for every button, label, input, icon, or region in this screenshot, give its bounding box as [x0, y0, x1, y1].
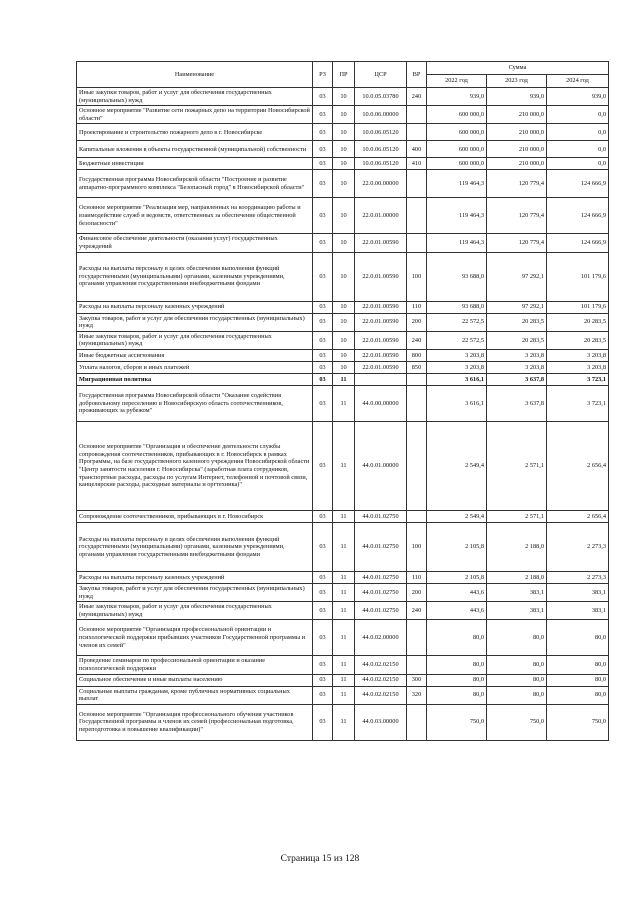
row-pr: 10 [333, 331, 355, 349]
row-csr: 22.0.01.00590 [355, 361, 407, 373]
row-amount-2024: 101 179,6 [547, 252, 609, 301]
row-amount-2023: 3 637,8 [487, 385, 547, 421]
row-name: Финансовое обеспечение деятельности (оказания услуг) государственных учреждений [77, 234, 313, 252]
table-row [77, 686, 609, 704]
row-csr: 22.0.01.00590 [355, 252, 407, 301]
row-csr: 44.0.03.00000 [355, 704, 407, 740]
row-amount-2022: 80,0 [427, 686, 487, 704]
row-name: Государственная программа Новосибирской области "Оказание содействия добровольному переселению в Новосибирскую область соотечественников, проживающих за рубежом" [77, 385, 313, 421]
row-name: Основное мероприятие "Развитие сети пожарных депо на территории Новосибирской области" [77, 106, 313, 124]
row-pr: 11 [333, 583, 355, 601]
row-name: Социальные выплаты гражданам, кроме публичных нормативных социальных выплат [77, 686, 313, 704]
row-rz: 03 [313, 252, 333, 301]
row-amount-2022: 600 000,0 [427, 141, 487, 158]
row-amount-2022: 80,0 [427, 674, 487, 686]
row-csr: 22.0.00.00000 [355, 170, 407, 198]
row-amount-2024: 3 203,8 [547, 361, 609, 373]
row-pr: 10 [333, 234, 355, 252]
row-csr: 10.0.06.00000 [355, 106, 407, 124]
row-amount-2023: 750,0 [487, 704, 547, 740]
row-amount-2024: 2 273,3 [547, 571, 609, 583]
row-pr: 11 [333, 704, 355, 740]
row-name: Расходы на выплаты персоналу в целях обеспечения выполнения функций государственными (муниципальными) органами, казенными учреждениями, органами управления государственными внебюджетными фондами [77, 252, 313, 301]
row-amount-2023: 210 000,0 [487, 158, 547, 170]
row-csr [355, 373, 407, 385]
row-amount-2023: 210 000,0 [487, 141, 547, 158]
header-name: Наименование [77, 62, 313, 88]
row-amount-2022: 600 000,0 [427, 106, 487, 124]
table-row [77, 301, 609, 313]
row-rz: 03 [313, 686, 333, 704]
row-amount-2022: 119 464,3 [427, 234, 487, 252]
row-csr: 44.0.01.00000 [355, 421, 407, 510]
row-csr: 22.0.01.00590 [355, 234, 407, 252]
table-row [77, 313, 609, 331]
row-rz: 03 [313, 361, 333, 373]
row-name: Уплата налогов, сборов и иных платежей [77, 361, 313, 373]
row-amount-2023: 939,0 [487, 88, 547, 106]
table-row [77, 510, 609, 522]
table-row [77, 656, 609, 674]
row-amount-2024: 0,0 [547, 141, 609, 158]
row-amount-2024: 124 666,9 [547, 198, 609, 234]
row-pr: 11 [333, 421, 355, 510]
row-pr: 11 [333, 385, 355, 421]
row-pr: 10 [333, 124, 355, 141]
row-vr [407, 106, 427, 124]
row-vr: 100 [407, 252, 427, 301]
row-amount-2024: 939,0 [547, 88, 609, 106]
row-amount-2022: 3 616,1 [427, 385, 487, 421]
row-vr: 320 [407, 686, 427, 704]
page-number: Страница 15 из 128 [280, 854, 360, 864]
table-row [77, 361, 609, 373]
table-row [77, 234, 609, 252]
row-amount-2022: 443,6 [427, 602, 487, 620]
header-year-2023: 2023 год [487, 75, 547, 88]
row-vr [407, 198, 427, 234]
row-csr: 22.0.01.00590 [355, 301, 407, 313]
row-amount-2024: 20 283,5 [547, 331, 609, 349]
table-row [77, 106, 609, 124]
row-amount-2023: 2 188,0 [487, 571, 547, 583]
row-pr: 11 [333, 373, 355, 385]
row-vr: 300 [407, 674, 427, 686]
row-vr: 800 [407, 349, 427, 361]
row-vr [407, 385, 427, 421]
row-rz: 03 [313, 385, 333, 421]
row-amount-2022: 600 000,0 [427, 158, 487, 170]
header-csr: ЦСР [355, 62, 407, 88]
row-amount-2024: 3 203,8 [547, 349, 609, 361]
header-rz: РЗ [313, 62, 333, 88]
row-amount-2022: 3 616,1 [427, 373, 487, 385]
header-year-2024: 2024 год [547, 75, 609, 88]
row-amount-2024: 383,1 [547, 602, 609, 620]
row-amount-2023: 210 000,0 [487, 106, 547, 124]
row-name: Основное мероприятие "Организация и обеспечение деятельности службы сопровождения соотечественников, прибывающих в г. Новосибирск в рамках Программы, на базе государственного казенного учреждения Новосибирской области "Центр занятости населения г. Новосибирска" (заработная плата сотрудников, транспортные расходы, расходы по услугам Интернет, телефонной и почтовой связи, канцелярские расходы, расходные материалы и оргтехника)" [77, 421, 313, 510]
row-rz: 03 [313, 106, 333, 124]
row-rz: 03 [313, 198, 333, 234]
table-row [77, 373, 609, 385]
row-name: Закупка товаров, работ и услуг для обеспечения государственных (муниципальных) нужд [77, 583, 313, 601]
row-pr: 11 [333, 571, 355, 583]
row-rz: 03 [313, 234, 333, 252]
row-amount-2024: 80,0 [547, 656, 609, 674]
row-rz: 03 [313, 170, 333, 198]
row-pr: 10 [333, 349, 355, 361]
row-amount-2024: 80,0 [547, 686, 609, 704]
row-name: Государственная программа Новосибирской области "Построение и развитие аппаратно-программного комплекса "Безопасный город" в Новосибирской области" [77, 170, 313, 198]
row-amount-2023: 3 203,8 [487, 349, 547, 361]
row-amount-2024: 80,0 [547, 674, 609, 686]
table-row [77, 252, 609, 301]
table-row [77, 421, 609, 510]
row-vr [407, 656, 427, 674]
row-vr: 400 [407, 141, 427, 158]
row-amount-2022: 80,0 [427, 656, 487, 674]
row-name: Иные бюджетные ассигнования [77, 349, 313, 361]
row-amount-2023: 210 000,0 [487, 124, 547, 141]
row-name: Бюджетные инвестиции [77, 158, 313, 170]
row-vr: 240 [407, 331, 427, 349]
row-csr: 44.0.02.02150 [355, 656, 407, 674]
row-amount-2022: 80,0 [427, 620, 487, 656]
row-amount-2023: 120 779,4 [487, 234, 547, 252]
row-rz: 03 [313, 158, 333, 170]
row-rz: 03 [313, 656, 333, 674]
row-rz: 03 [313, 674, 333, 686]
row-amount-2023: 80,0 [487, 686, 547, 704]
row-amount-2023: 120 779,4 [487, 198, 547, 234]
row-name: Закупка товаров, работ и услуг для обеспечения государственных (муниципальных) нужд [77, 313, 313, 331]
row-amount-2022: 443,6 [427, 583, 487, 601]
row-amount-2023: 80,0 [487, 674, 547, 686]
row-pr: 11 [333, 686, 355, 704]
row-name: Основное мероприятие "Реализация мер, направленных на координацию работы и взаимодействие служб и ведомств, ответственных за обеспечение общественной безопасности" [77, 198, 313, 234]
row-name: Иные закупки товаров, работ и услуг для обеспечения государственных (муниципальных) нужд [77, 331, 313, 349]
row-amount-2024: 3 723,1 [547, 385, 609, 421]
row-name: Расходы на выплаты персоналу казенных учреждений [77, 571, 313, 583]
row-pr: 10 [333, 198, 355, 234]
row-amount-2022: 119 464,3 [427, 198, 487, 234]
row-pr: 11 [333, 674, 355, 686]
row-name: Проведение семинаров по профессиональной ориентации и оказание психологической поддержки [77, 656, 313, 674]
row-pr: 11 [333, 522, 355, 571]
row-amount-2023: 120 779,4 [487, 170, 547, 198]
row-pr: 11 [333, 602, 355, 620]
row-amount-2022: 2 549,4 [427, 421, 487, 510]
row-vr: 240 [407, 88, 427, 106]
row-amount-2023: 2 571,1 [487, 421, 547, 510]
table-row [77, 620, 609, 656]
row-amount-2022: 22 572,5 [427, 331, 487, 349]
row-pr: 10 [333, 106, 355, 124]
row-name: Иные закупки товаров, работ и услуг для обеспечения государственных (муниципальных) нужд [77, 602, 313, 620]
row-amount-2023: 3 203,8 [487, 361, 547, 373]
row-pr: 11 [333, 656, 355, 674]
row-pr: 10 [333, 361, 355, 373]
table-row [77, 522, 609, 571]
table-row [77, 331, 609, 349]
row-amount-2024: 2 656,4 [547, 510, 609, 522]
row-csr: 10.0.05.03780 [355, 88, 407, 106]
row-vr: 200 [407, 313, 427, 331]
row-csr: 44.0.00.00000 [355, 385, 407, 421]
row-amount-2023: 97 292,1 [487, 252, 547, 301]
row-amount-2022: 2 105,8 [427, 571, 487, 583]
table-header [77, 62, 609, 88]
table-row [77, 88, 609, 106]
row-vr [407, 170, 427, 198]
row-vr: 110 [407, 301, 427, 313]
row-rz: 03 [313, 349, 333, 361]
row-vr [407, 421, 427, 510]
row-amount-2022: 2 549,4 [427, 510, 487, 522]
table-row [77, 349, 609, 361]
row-csr: 22.0.01.00590 [355, 349, 407, 361]
row-vr: 410 [407, 158, 427, 170]
row-name: Иные закупки товаров, работ и услуг для обеспечения государственных (муниципальных) нужд [77, 88, 313, 106]
row-vr [407, 510, 427, 522]
row-amount-2022: 939,0 [427, 88, 487, 106]
row-amount-2022: 750,0 [427, 704, 487, 740]
row-amount-2024: 0,0 [547, 158, 609, 170]
row-rz: 03 [313, 141, 333, 158]
table-body [77, 88, 609, 741]
header-sum: Сумма [427, 62, 609, 75]
row-rz: 03 [313, 331, 333, 349]
row-pr: 10 [333, 252, 355, 301]
table-row [77, 602, 609, 620]
row-amount-2023: 80,0 [487, 620, 547, 656]
row-rz: 03 [313, 510, 333, 522]
row-pr: 10 [333, 313, 355, 331]
table-row [77, 704, 609, 740]
header-pr: ПР [333, 62, 355, 88]
table-row [77, 198, 609, 234]
row-rz: 03 [313, 602, 333, 620]
row-rz: 03 [313, 421, 333, 510]
row-pr: 10 [333, 141, 355, 158]
row-csr: 44.0.01.02750 [355, 571, 407, 583]
row-csr: 10.0.06.05120 [355, 124, 407, 141]
row-rz: 03 [313, 313, 333, 331]
row-amount-2023: 383,1 [487, 583, 547, 601]
row-csr: 22.0.01.00590 [355, 331, 407, 349]
row-name: Социальное обеспечение и иные выплаты населению [77, 674, 313, 686]
row-vr [407, 373, 427, 385]
row-pr: 11 [333, 620, 355, 656]
row-vr: 200 [407, 583, 427, 601]
row-vr: 110 [407, 571, 427, 583]
row-pr: 10 [333, 301, 355, 313]
row-amount-2022: 600 000,0 [427, 124, 487, 141]
row-csr: 44.0.01.02750 [355, 602, 407, 620]
row-name: Проектирование и строительство пожарного депо в г. Новосибирске [77, 124, 313, 141]
row-vr: 240 [407, 602, 427, 620]
row-amount-2024: 0,0 [547, 106, 609, 124]
table-row [77, 674, 609, 686]
row-amount-2023: 3 637,8 [487, 373, 547, 385]
row-amount-2022: 2 105,8 [427, 522, 487, 571]
row-amount-2024: 2 273,3 [547, 522, 609, 571]
row-amount-2022: 3 203,8 [427, 349, 487, 361]
row-amount-2024: 383,1 [547, 583, 609, 601]
table-row [77, 170, 609, 198]
row-amount-2023: 20 283,5 [487, 331, 547, 349]
table-row [77, 141, 609, 158]
row-rz: 03 [313, 522, 333, 571]
row-pr: 11 [333, 510, 355, 522]
row-rz: 03 [313, 571, 333, 583]
row-csr: 10.0.06.05120 [355, 141, 407, 158]
row-rz: 03 [313, 301, 333, 313]
row-amount-2024: 0,0 [547, 124, 609, 141]
row-amount-2023: 383,1 [487, 602, 547, 620]
row-amount-2024: 2 656,4 [547, 421, 609, 510]
row-amount-2022: 93 688,0 [427, 252, 487, 301]
row-name: Миграционная политика [77, 373, 313, 385]
header-year-2022: 2022 год [427, 75, 487, 88]
row-name: Капитальные вложения в объекты государственной (муниципальной) собственности [77, 141, 313, 158]
row-amount-2022: 93 688,0 [427, 301, 487, 313]
row-amount-2024: 3 723,1 [547, 373, 609, 385]
row-name: Основное мероприятие "Организация профессионального обучения участников Государственной программы и членов их семей (профессиональная подготовка, переподготовка и повышение квалификации)" [77, 704, 313, 740]
row-amount-2022: 22 572,5 [427, 313, 487, 331]
table-row [77, 583, 609, 601]
row-rz: 03 [313, 704, 333, 740]
table-row [77, 385, 609, 421]
row-amount-2022: 119 464,3 [427, 170, 487, 198]
row-amount-2023: 20 283,5 [487, 313, 547, 331]
row-csr: 44.0.01.02750 [355, 510, 407, 522]
row-vr [407, 620, 427, 656]
row-csr: 44.0.02.00000 [355, 620, 407, 656]
row-rz: 03 [313, 88, 333, 106]
row-csr: 22.0.01.00000 [355, 198, 407, 234]
row-amount-2023: 97 292,1 [487, 301, 547, 313]
table-row [77, 158, 609, 170]
table-row [77, 124, 609, 141]
row-amount-2022: 3 203,8 [427, 361, 487, 373]
row-rz: 03 [313, 583, 333, 601]
row-rz: 03 [313, 124, 333, 141]
row-amount-2023: 2 571,1 [487, 510, 547, 522]
table-row [77, 571, 609, 583]
row-csr: 22.0.01.00590 [355, 313, 407, 331]
row-name: Расходы на выплаты персоналу в целях обеспечения выполнения функций государственными (муниципальными) органами, казенными учреждениями, органами управления государственными внебюджетными фондами [77, 522, 313, 571]
row-vr [407, 124, 427, 141]
header-vr: ВР [407, 62, 427, 88]
row-vr: 100 [407, 522, 427, 571]
row-pr: 10 [333, 158, 355, 170]
row-name: Расходы на выплаты персоналу казенных учреждений [77, 301, 313, 313]
row-amount-2024: 124 666,9 [547, 170, 609, 198]
row-vr [407, 704, 427, 740]
row-csr: 44.0.02.02150 [355, 674, 407, 686]
row-amount-2024: 20 283,5 [547, 313, 609, 331]
row-pr: 10 [333, 88, 355, 106]
row-rz: 03 [313, 373, 333, 385]
row-amount-2024: 750,0 [547, 704, 609, 740]
row-csr: 44.0.02.02150 [355, 686, 407, 704]
row-csr: 44.0.01.02750 [355, 583, 407, 601]
row-amount-2024: 124 666,9 [547, 234, 609, 252]
row-csr: 10.0.06.05120 [355, 158, 407, 170]
row-amount-2023: 2 188,0 [487, 522, 547, 571]
row-vr: 850 [407, 361, 427, 373]
row-pr: 10 [333, 170, 355, 198]
row-vr [407, 234, 427, 252]
row-amount-2023: 80,0 [487, 656, 547, 674]
row-amount-2024: 80,0 [547, 620, 609, 656]
row-name: Сопровождение соотечественников, прибывающих в г. Новосибирск [77, 510, 313, 522]
row-rz: 03 [313, 620, 333, 656]
row-amount-2024: 101 179,6 [547, 301, 609, 313]
budget-table [76, 61, 609, 741]
row-name: Основное мероприятие "Организация профессиональной ориентации и психологической поддержки прибывших участников Государственной программы и членов их семей" [77, 620, 313, 656]
row-csr: 44.0.01.02750 [355, 522, 407, 571]
